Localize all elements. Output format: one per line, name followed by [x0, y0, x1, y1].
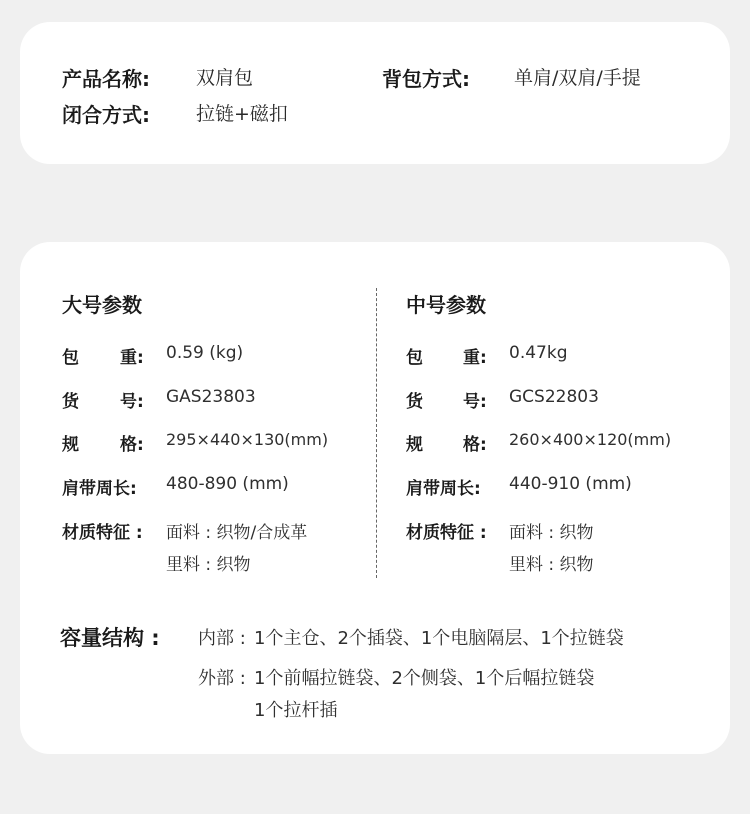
- medium-size-label-b: 格:: [463, 435, 487, 455]
- product-name-label: 产品名称:: [62, 67, 150, 91]
- capacity-inner-value: 1个主仓、2个插袋、1个电脑隔层、1个拉链袋: [254, 628, 624, 649]
- large-size-label-b: 格:: [120, 435, 144, 455]
- medium-strap-label: 肩带周长:: [406, 479, 481, 499]
- medium-weight-label-b: 重:: [463, 348, 487, 368]
- closure-method-label: 闭合方式:: [62, 103, 150, 127]
- large-sku-value: GAS23803: [166, 387, 256, 407]
- large-size-value: 295×440×130(mm): [166, 430, 329, 449]
- medium-spec-title: 中号参数: [406, 293, 486, 317]
- large-material-line-2: 里料 : 织物: [166, 555, 251, 575]
- large-weight-value: 0.59 (kg): [166, 343, 244, 363]
- large-sku-label-b: 号:: [120, 392, 144, 412]
- carry-method-value: 单肩/双肩/手提: [514, 67, 641, 89]
- medium-sku-value: GCS22803: [509, 387, 599, 407]
- medium-material-label: 材质特征 :: [406, 523, 487, 543]
- large-strap-value: 480-890 (mm): [166, 474, 289, 494]
- medium-size-label-a: 规: [406, 435, 423, 455]
- carry-method-label: 背包方式:: [382, 67, 470, 91]
- basic-info-card: [20, 22, 730, 164]
- medium-material-line-2: 里料 : 织物: [509, 555, 594, 575]
- large-strap-label: 肩带周长:: [62, 479, 137, 499]
- medium-weight-value: 0.47kg: [509, 343, 568, 363]
- medium-strap-value: 440-910 (mm): [509, 474, 632, 494]
- medium-weight-label-a: 包: [406, 348, 423, 368]
- large-weight-label-a: 包: [62, 348, 79, 368]
- large-weight-label-b: 重:: [120, 348, 144, 368]
- large-spec-title: 大号参数: [62, 293, 142, 317]
- medium-size-value: 260×400×120(mm): [509, 430, 672, 449]
- large-material-line-1: 面料 : 织物/合成革: [166, 523, 308, 543]
- medium-sku-label-a: 货: [406, 392, 423, 412]
- large-sku-label-a: 货: [62, 392, 79, 412]
- capacity-outer-label: 外部 :: [198, 668, 246, 689]
- product-name-value: 双肩包: [196, 67, 254, 89]
- medium-sku-label-b: 号:: [463, 392, 487, 412]
- large-size-label-a: 规: [62, 435, 79, 455]
- capacity-outer-value-line-1: 1个前幅拉链袋、2个侧袋、1个后幅拉链袋: [254, 668, 595, 689]
- spec-card: [20, 242, 730, 754]
- capacity-inner-label: 内部 :: [198, 628, 246, 649]
- capacity-label: 容量结构 :: [60, 626, 160, 650]
- closure-method-value: 拉链+磁扣: [196, 103, 288, 125]
- large-material-label: 材质特征 :: [62, 523, 143, 543]
- capacity-outer-value-line-2: 1个拉杆插: [254, 700, 338, 721]
- medium-material-line-1: 面料 : 织物: [509, 523, 594, 543]
- column-divider: [376, 288, 377, 578]
